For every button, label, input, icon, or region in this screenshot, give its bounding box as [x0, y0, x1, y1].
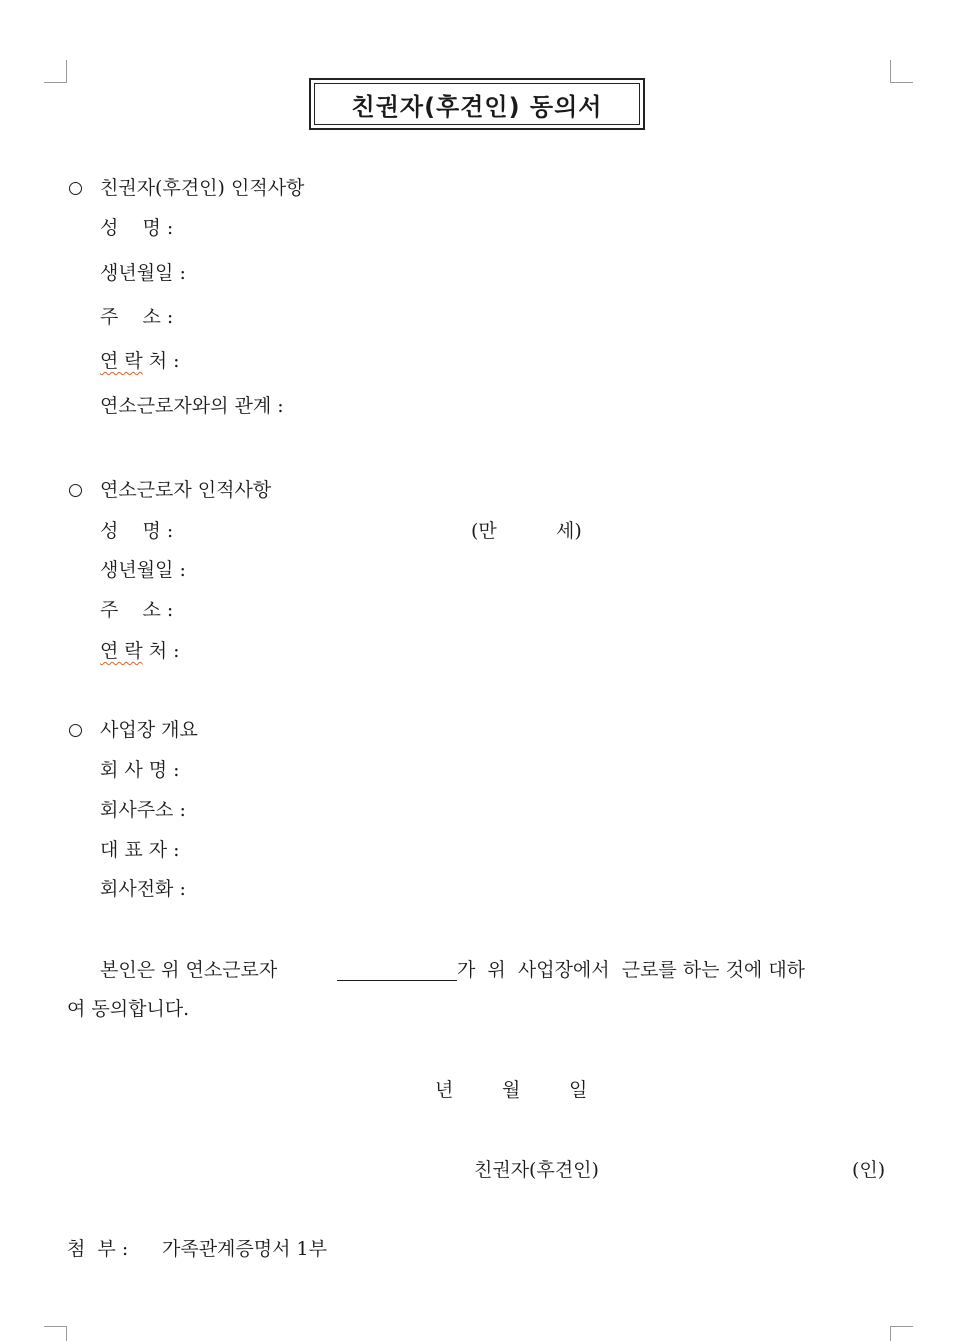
date-month: 월 — [502, 1079, 521, 1101]
company-phone-label: 회사전화 : — [100, 878, 186, 900]
guardian-contact-label-rest: 처 : — [142, 350, 180, 372]
minor-birth-label: 생년월일 : — [100, 559, 186, 581]
seal-mark: (인) — [852, 1159, 886, 1181]
spellcheck-underline-word: 연 락 — [100, 350, 143, 372]
crop-mark-bottom-left — [44, 1326, 67, 1341]
minor-contact-label — [100, 639, 180, 663]
guardian-section-heading: 친권자(후견인) 인적사항 — [100, 177, 305, 199]
attachment-label: 첨 부 : — [67, 1238, 129, 1260]
minor-address-label: 주 소 : — [100, 599, 174, 621]
title-inner-frame — [314, 83, 640, 125]
date-year: 년 — [435, 1079, 454, 1101]
minor-age-open: (만 — [471, 520, 497, 542]
consent-line-2: 여 동의합니다. — [67, 998, 190, 1020]
crop-mark-top-left — [44, 60, 67, 83]
title-box — [309, 78, 645, 130]
representative-label: 대 표 자 : — [100, 839, 180, 861]
guardian-birth-label: 생년월일 : — [100, 262, 186, 284]
document-title: 친권자(후견인) 동의서 — [351, 92, 603, 121]
consent-line-1-end: 가 위 사업장에서 근로를 하는 것에 대하 — [457, 959, 806, 981]
minor-age-close: 세) — [556, 520, 582, 542]
guardian-contact-label — [100, 349, 180, 373]
section-bullet-icon — [69, 484, 82, 497]
crop-mark-bottom-right — [890, 1326, 913, 1341]
minor-contact-label-rest: 처 : — [142, 640, 180, 662]
date-day: 일 — [569, 1079, 588, 1101]
company-name-label: 회 사 명 : — [100, 759, 180, 781]
company-section-heading: 사업장 개요 — [100, 719, 198, 741]
crop-mark-top-right — [890, 60, 913, 83]
section-bullet-icon — [69, 724, 82, 737]
attachment-value: 가족관계증명서 1부 — [162, 1238, 327, 1260]
minor-name-blank-line — [337, 962, 457, 981]
minor-name-label: 성 명 : — [100, 520, 174, 542]
guardian-address-label: 주 소 : — [100, 306, 174, 328]
minor-section-heading: 연소근로자 인적사항 — [100, 479, 272, 501]
consent-line-1-start: 본인은 위 연소근로자 — [100, 959, 278, 981]
spellcheck-underline-word: 연 락 — [100, 640, 143, 662]
guardian-relation-label: 연소근로자와의 관계 : — [100, 395, 284, 417]
company-address-label: 회사주소 : — [100, 799, 186, 821]
guardian-name-label: 성 명 : — [100, 217, 174, 239]
section-bullet-icon — [69, 182, 82, 195]
signature-label: 친권자(후견인) — [474, 1159, 599, 1181]
